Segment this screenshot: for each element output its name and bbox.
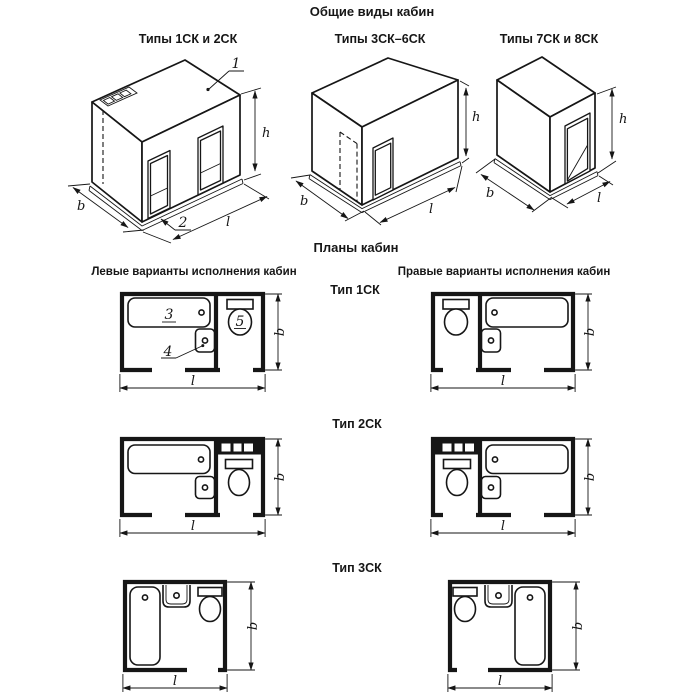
- vent-block: [218, 441, 261, 455]
- door-opening: [565, 113, 590, 184]
- title-plans: Планы кабин: [313, 240, 399, 255]
- svg-text:l: l: [172, 674, 178, 689]
- washbasin: [161, 329, 215, 360]
- svg-text:l: l: [500, 519, 506, 534]
- svg-text:1: 1: [231, 56, 241, 72]
- svg-text:b: b: [273, 472, 288, 482]
- cabin-box: [309, 58, 461, 213]
- cabin-box: [89, 60, 243, 231]
- dimension-b: [265, 294, 288, 370]
- washbasin: [196, 477, 215, 499]
- dimension-b: [265, 439, 288, 515]
- cabin-box: [494, 57, 598, 200]
- svg-text:l: l: [429, 202, 434, 217]
- dimension-b: [227, 582, 261, 670]
- bathtub: [128, 445, 210, 474]
- dimension-b: [575, 439, 598, 515]
- svg-text:4: 4: [163, 344, 173, 360]
- svg-text:l: l: [190, 374, 196, 389]
- door-opening: [148, 151, 170, 219]
- plan-type3-left: [115, 578, 265, 700]
- iso-cabin-types-7-8: [470, 55, 650, 230]
- bathtub: [128, 298, 210, 327]
- dimension-l: [431, 374, 575, 392]
- vent-block: [435, 441, 478, 455]
- washbasin: [482, 329, 501, 352]
- svg-text:h: h: [262, 126, 271, 141]
- dimension-l: [120, 374, 265, 392]
- svg-text:b: b: [486, 186, 495, 201]
- toilet: [453, 588, 477, 622]
- bathtub: [486, 298, 568, 327]
- svg-text:l: l: [597, 191, 602, 206]
- svg-text:h: h: [619, 112, 628, 127]
- svg-text:b: b: [583, 472, 598, 482]
- washbasin: [485, 585, 512, 607]
- dimension-h: [597, 87, 627, 173]
- bathtub: [486, 445, 568, 474]
- svg-text:b: b: [583, 327, 598, 337]
- dimension-b: [552, 582, 586, 670]
- caption-types-1-2: Типы 1СК и 2СК: [138, 32, 238, 46]
- svg-text:l: l: [500, 374, 506, 389]
- svg-text:l: l: [497, 674, 503, 689]
- svg-text:b: b: [273, 327, 288, 337]
- plan-type-3-label: Тип 3СК: [332, 561, 382, 575]
- washbasin: [163, 585, 190, 607]
- washbasin: [482, 477, 501, 499]
- svg-text:l: l: [190, 519, 196, 534]
- dimension-l: [448, 674, 552, 692]
- door-opening: [198, 126, 223, 195]
- heading-left-variants: Левые варианты исполнения кабин: [91, 266, 297, 278]
- bathtub: [515, 587, 545, 665]
- toilet: [444, 460, 471, 496]
- iso-cabin-types-1-2: [60, 50, 280, 255]
- svg-text:b: b: [571, 621, 586, 631]
- svg-text:5: 5: [235, 314, 245, 330]
- dimension-l: [123, 674, 227, 692]
- toilet: [198, 588, 222, 622]
- svg-text:b: b: [246, 621, 261, 631]
- svg-text:b: b: [77, 199, 86, 214]
- plan-type2-left: [110, 433, 300, 545]
- bathtub: [130, 587, 160, 665]
- plan-type1-left: [110, 288, 300, 400]
- toilet: [226, 460, 253, 496]
- svg-text:l: l: [226, 215, 231, 230]
- svg-text:b: b: [300, 194, 309, 209]
- door-opening: [373, 138, 393, 200]
- caption-types-3-6: Типы 3СК–6СК: [334, 32, 426, 46]
- caption-types-7-8: Типы 7СК и 8СК: [499, 32, 599, 46]
- heading-right-variants: Правые варианты исполнения кабин: [397, 266, 611, 278]
- toilet: [443, 300, 469, 336]
- callout-floor-panel: [161, 215, 191, 231]
- plan-type-1-label: Тип 1СК: [330, 283, 380, 297]
- svg-text:2: 2: [178, 215, 188, 231]
- dimension-l: [431, 519, 575, 537]
- dimension-l: [120, 519, 265, 537]
- dimension-b: [575, 294, 598, 370]
- iso-cabin-types-3-6: [285, 55, 485, 240]
- dimension-h: [241, 88, 270, 180]
- toilet: [227, 300, 253, 336]
- plan-type3-right: [440, 578, 590, 700]
- plan-type-2-label: Тип 2СК: [332, 417, 382, 431]
- plan-type2-right: [420, 433, 610, 545]
- svg-text:h: h: [472, 110, 481, 125]
- plan-type1-right: [420, 288, 610, 400]
- title-general-views: Общие виды кабин: [309, 4, 435, 19]
- svg-text:3: 3: [164, 307, 174, 323]
